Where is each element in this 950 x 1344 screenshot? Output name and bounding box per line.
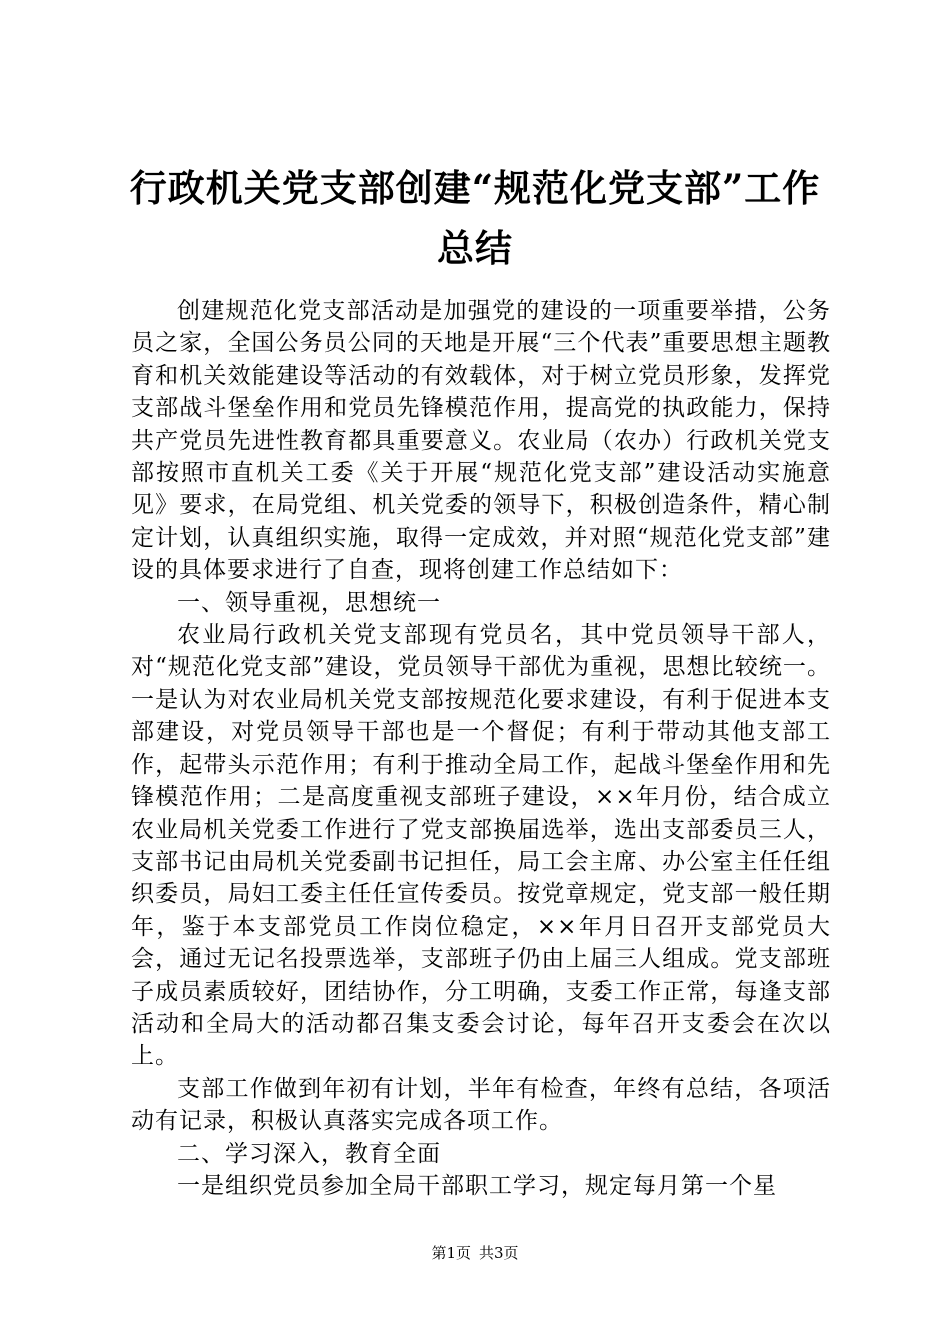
document-body (131, 295, 831, 1202)
page-number: 第1页 (431, 1244, 471, 1262)
section-heading-1: 一、领导重视，思想统一 (177, 589, 441, 616)
page-total: 共3页 (479, 1244, 519, 1262)
page-footer (0, 1243, 950, 1263)
section-heading-2: 二、学习深入，教育全面 (177, 1140, 441, 1167)
paragraph-section-2: 一是组织党员参加全局干部职工学习，规定每月第一个星 (177, 1172, 777, 1199)
paragraph-intro: 创建规范化党支部活动是加强党的建设的一项重要举措，公务员之家，全国公务员公同的天地是开展“三个代表”重要思想主题教育和机关效能建设等活动的有效载体，对于树立党员形象，发挥党支部战斗堡垒作用和党员先锋模范作用，提高党的执政能力，保持共产党员先进性教育都具重要意义。农业局（农办）行政机关党支部按照市直机关工委《关于开展“规范化党支部”建设活动实施意见》要求，在局党组、机关党委的领导下，积极创造条件，精心制定计划，认真组织实施，取得一定成效，并对照“规范化党支部”建设的具体要求进行了自查，现将创建工作总结如下： (131, 298, 831, 584)
paragraph-section-1: 农业局行政机关党支部现有党员名，其中党员领导干部人，对“规范化党支部”建设，党员领导干部优为重视，思想比较统一。一是认为对农业局机关党支部按规范化要求建设，有利于促进本支部建设，对党员领导干部也是一个督促；有利于带动其他支部工作，起带头示范作用；有利于推动全局工作，起战斗堡垒作用和先锋模范作用；二是高度重视支部班子建设，××年月份，结合成立农业局机关党委工作进行了党支部换届选举，选出支部委员三人，支部书记由局机关党委副书记担任，局工会主席、办公室主任任组织委员，局妇工委主任任宣传委员。按党章规定，党支部一般任期年，鉴于本支部党员工作岗位稳定，××年月日召开支部党员大会，通过无记名投票选举，支部班子仍由上届三人组成。党支部班子成员素质较好，团结协作，分工明确，支委工作正常，每逢支部活动和全局大的活动都召集支委会讨论，每年召开支委会在次以上。 (131, 622, 831, 1070)
paragraph-section-1-summary: 支部工作做到年初有计划，半年有检查，年终有总结，各项活动有记录，积极认真落实完成各项工作。 (131, 1075, 831, 1135)
document-title: 行政机关党支部创建“规范化党支部”工作总结 (129, 166, 821, 270)
